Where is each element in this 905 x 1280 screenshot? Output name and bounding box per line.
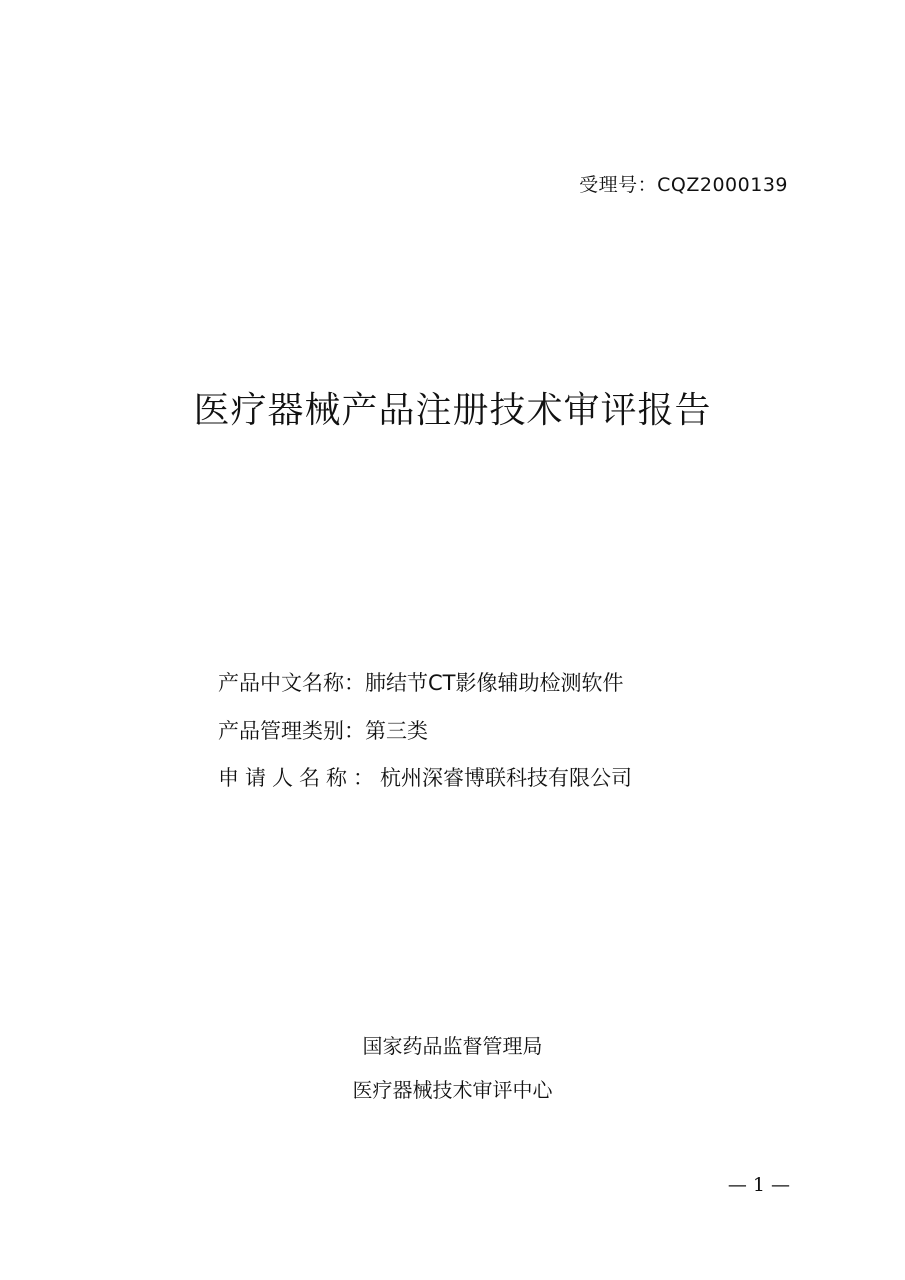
page-number: — 1 — [727,1174,790,1196]
issuer-center: 医疗器械技术审评中心 [352,1078,553,1102]
product-chinese-name-label: 产品中文名称： [218,671,365,695]
acceptance-number: 受理号：CQZ2000139 [579,174,788,196]
applicant-row [218,762,632,792]
product-category-value: 第三类 [365,719,428,743]
applicant-value: 杭州深睿博联科技有限公司 [380,766,632,790]
product-category-label: 产品管理类别： [218,719,365,743]
product-category-row [218,715,428,745]
product-chinese-name-value: 肺结节CT影像辅助检测软件 [365,671,624,695]
product-chinese-name-row [218,667,624,697]
applicant-label: 申请人名称： [218,766,380,790]
report-title: 医疗器械产品注册技术审评报告 [193,390,712,431]
issuer-agency: 国家药品监督管理局 [362,1034,543,1058]
